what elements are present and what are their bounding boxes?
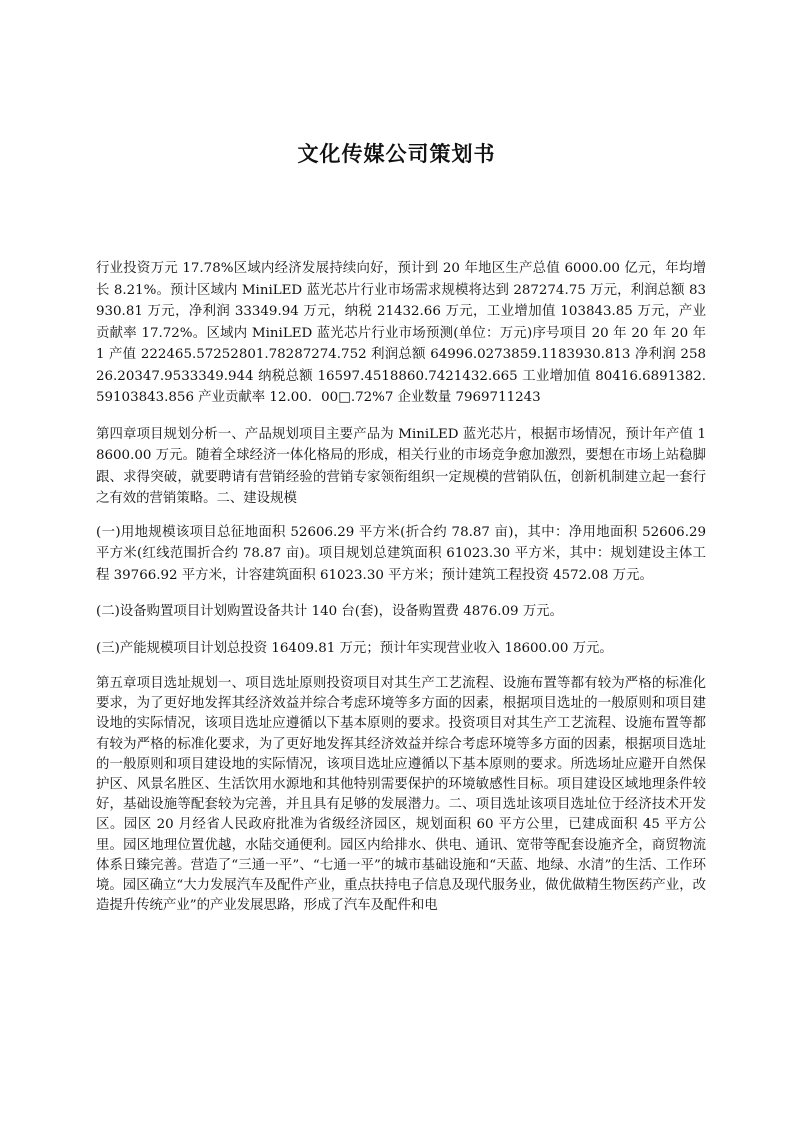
paragraph-land-scale: (一)用地规模该项目总征地面积 52606.29 平方米(折合约 78.87 亩)，其中：净用地面积 52606.29 平方米(红线范围折合约 78.87 亩)。项目规划总建筑面积 61023.30 平方米，其中：规划建设主体工程 39766.92 平方米，计容建筑面积 61023.30 平方米；预计建筑工程投资 4572.08 万元。 xyxy=(96,524,706,583)
paragraph-chapter-4-planning: 第四章项目规划分析一、产品规划项目主要产品为 MiniLED 蓝光芯片，根据市场情况，预计年产值 18600.00 万元。随着全球经济一体化格局的形成，相关行业的市场竞争愈加激烈，要想在市场上站稳脚跟、求得突破，就要聘请有营销经验的营销专家领衔组织一定规模的营销队伍，创新机制建立起一套行之有效的营销策略。二、建设规模 xyxy=(96,426,706,506)
paragraph-chapter-5-site-selection: 第五章项目选址规划一、项目选址原则投资项目对其生产工艺流程、设施布置等都有较为严格的标准化要求，为了更好地发挥其经济效益并综合考虑环境等多方面的因素，根据项目选址的一般原则和项目建设地的实际情况，该项目选址应遵循以下基本原则的要求。投资项目对其生产工艺流程、设施布置等都有较为严格的标准化要求，为了更好地发挥其经济效益并综合考虑环境等多方面的因素，根据项目选址的一般原则和项目建设地的实际情况，该项目选址应遵循以下基本原则的要求。所选场址应避开自然保护区、风景名胜区、生活饮用水源地和其他特别需要保护的环境敏感性目标。项目建设区域地理条件较好，基础设施等配套较为完善，并且具有足够的发展潜力。二、项目选址该项目选址位于经济技术开发区。园区 20 月经省人民政府批准为省级经济园区，规划面积 60 平方公里，已建成面积 45 平方公里。园区地理位置优越，水陆交通便利。园区内给排水、供电、通讯、宽带等配套设施齐全，商贸物流体系日臻完善。营造了“三通一平”、“七通一平”的城市基础设施和“天蓝、地绿、水清”的生活、工作环境。园区确立“大力发展汽车及配件产业，重点扶持电子信息及现代服务业，做优做精生物医药产业，改造提升传统产业”的产业发展思路，形成了汽车及配件和电 xyxy=(96,676,706,914)
paragraph-market-forecast: 行业投资万元 17.78%区域内经济发展持续向好，预计到 20 年地区生产总值 6000.00 亿元，年均增长 8.21%。预计区域内 MiniLED 蓝光芯片行业市场需求规模将达到 287274.75 万元，利润总额 83930.81 万元，净利润 33349.94 万元，纳税 21432.66 万元，工业增加值 103843.85 万元，产业贡献率 17.72%。区域内 MiniLED 蓝光芯片行业市场预测(单位：万元)序号项目 20 年 20 年 20 年 1 产值 222465.57252801.78287274.752 利润总额 64996.0273859.1183930.813 净利润 25826.20347.9533349.944 纳税总额 16597.4518860.7421432.665 工业增加值 80416.6891382.59103843.856 产业贡献率 12.00．00□.72%7 企业数量 7969711243 xyxy=(96,261,706,405)
paragraph-equipment-purchase: (二)设备购置项目计划购置设备共计 140 台(套)，设备购置费 4876.09 万元。 xyxy=(96,604,564,619)
document-body xyxy=(96,258,706,916)
page-title: 文化传媒公司策划书 xyxy=(297,142,496,166)
paragraph-capacity-scale: (三)产能规模项目计划总投资 16409.81 万元；预计年实现营业收入 18600.00 万元。 xyxy=(96,640,613,656)
